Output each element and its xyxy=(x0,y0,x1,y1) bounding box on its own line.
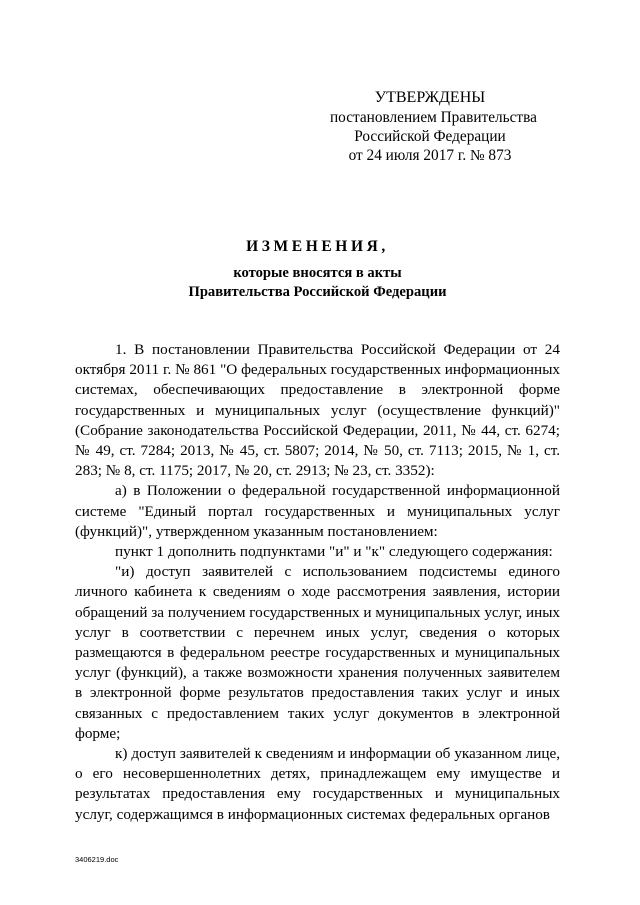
paragraph: пункт 1 дополнить подпунктами "и" и "к" следующего содержания: xyxy=(115,543,553,561)
approval-line-2: Российской Федерации xyxy=(354,128,506,145)
paragraph: "и) доступ заявителей с использованием подсистемы единого личного кабинета к сведениям о ходе рассмотрения заявления, истории обращений за получением государственных и муниципальных услуг, иных услуг в соответствии с перечнем иных услуг, сведения о которых размещаются в федеральном реестре государственных и муниципальных услуг (функций), а также возможности хранения полученных заявителем в электронной форме результатов предоставления таких услуг и иных связанных с предоставлением таких услуг документов в электронной форме; xyxy=(75,563,560,742)
file-name-footer: 3406219.doc xyxy=(75,855,119,864)
approval-heading: УТВЕРЖДЕНЫ xyxy=(374,89,486,106)
approval-line-1: постановлением Правительства xyxy=(330,109,537,126)
paragraph: к) доступ заявителей к сведениям и информации об указанном лице, о его несовершеннолетних детях, принадлежащем ему имуществе и результатах предоставления ему государственных и муниципальных услуг, содержащимся в информационных системах федеральных органов xyxy=(75,745,560,823)
document-body xyxy=(75,340,560,825)
paragraph: а) в Положении о федеральной государственной информационной системе "Единый портал государственных и муниципальных услуг (функций)", утвержденном указанным постановлением: xyxy=(75,482,560,540)
approval-block xyxy=(330,88,537,165)
document-title: ИЗМЕНЕНИЯ, xyxy=(246,238,389,255)
paragraph: 1. В постановлении Правительства Российской Федерации от 24 октября 2011 г. № 861 "О федеральных государственных информационных системах, обеспечивающих предоставление в электронной форме государственных и муниципальных услуг (осуществление функций)" (Собрание законодательства Российской Федерации, 2011, № 44, ст. 6274; № 49, ст. 7284; 2013, № 45, ст. 5807; 2014, № 50, ст. 7113; 2015, № 1, ст. 283; № 8, ст. 1175; 2017, № 20, ст. 2913; № 23, ст. 3352): xyxy=(75,341,560,480)
subtitle-line-2: Правительства Российской Федерации xyxy=(188,284,447,300)
approval-line-3: от 24 июля 2017 г. № 873 xyxy=(348,147,512,164)
subtitle-line-1: которые вносятся в акты xyxy=(233,265,402,281)
document-subtitle xyxy=(75,264,560,302)
